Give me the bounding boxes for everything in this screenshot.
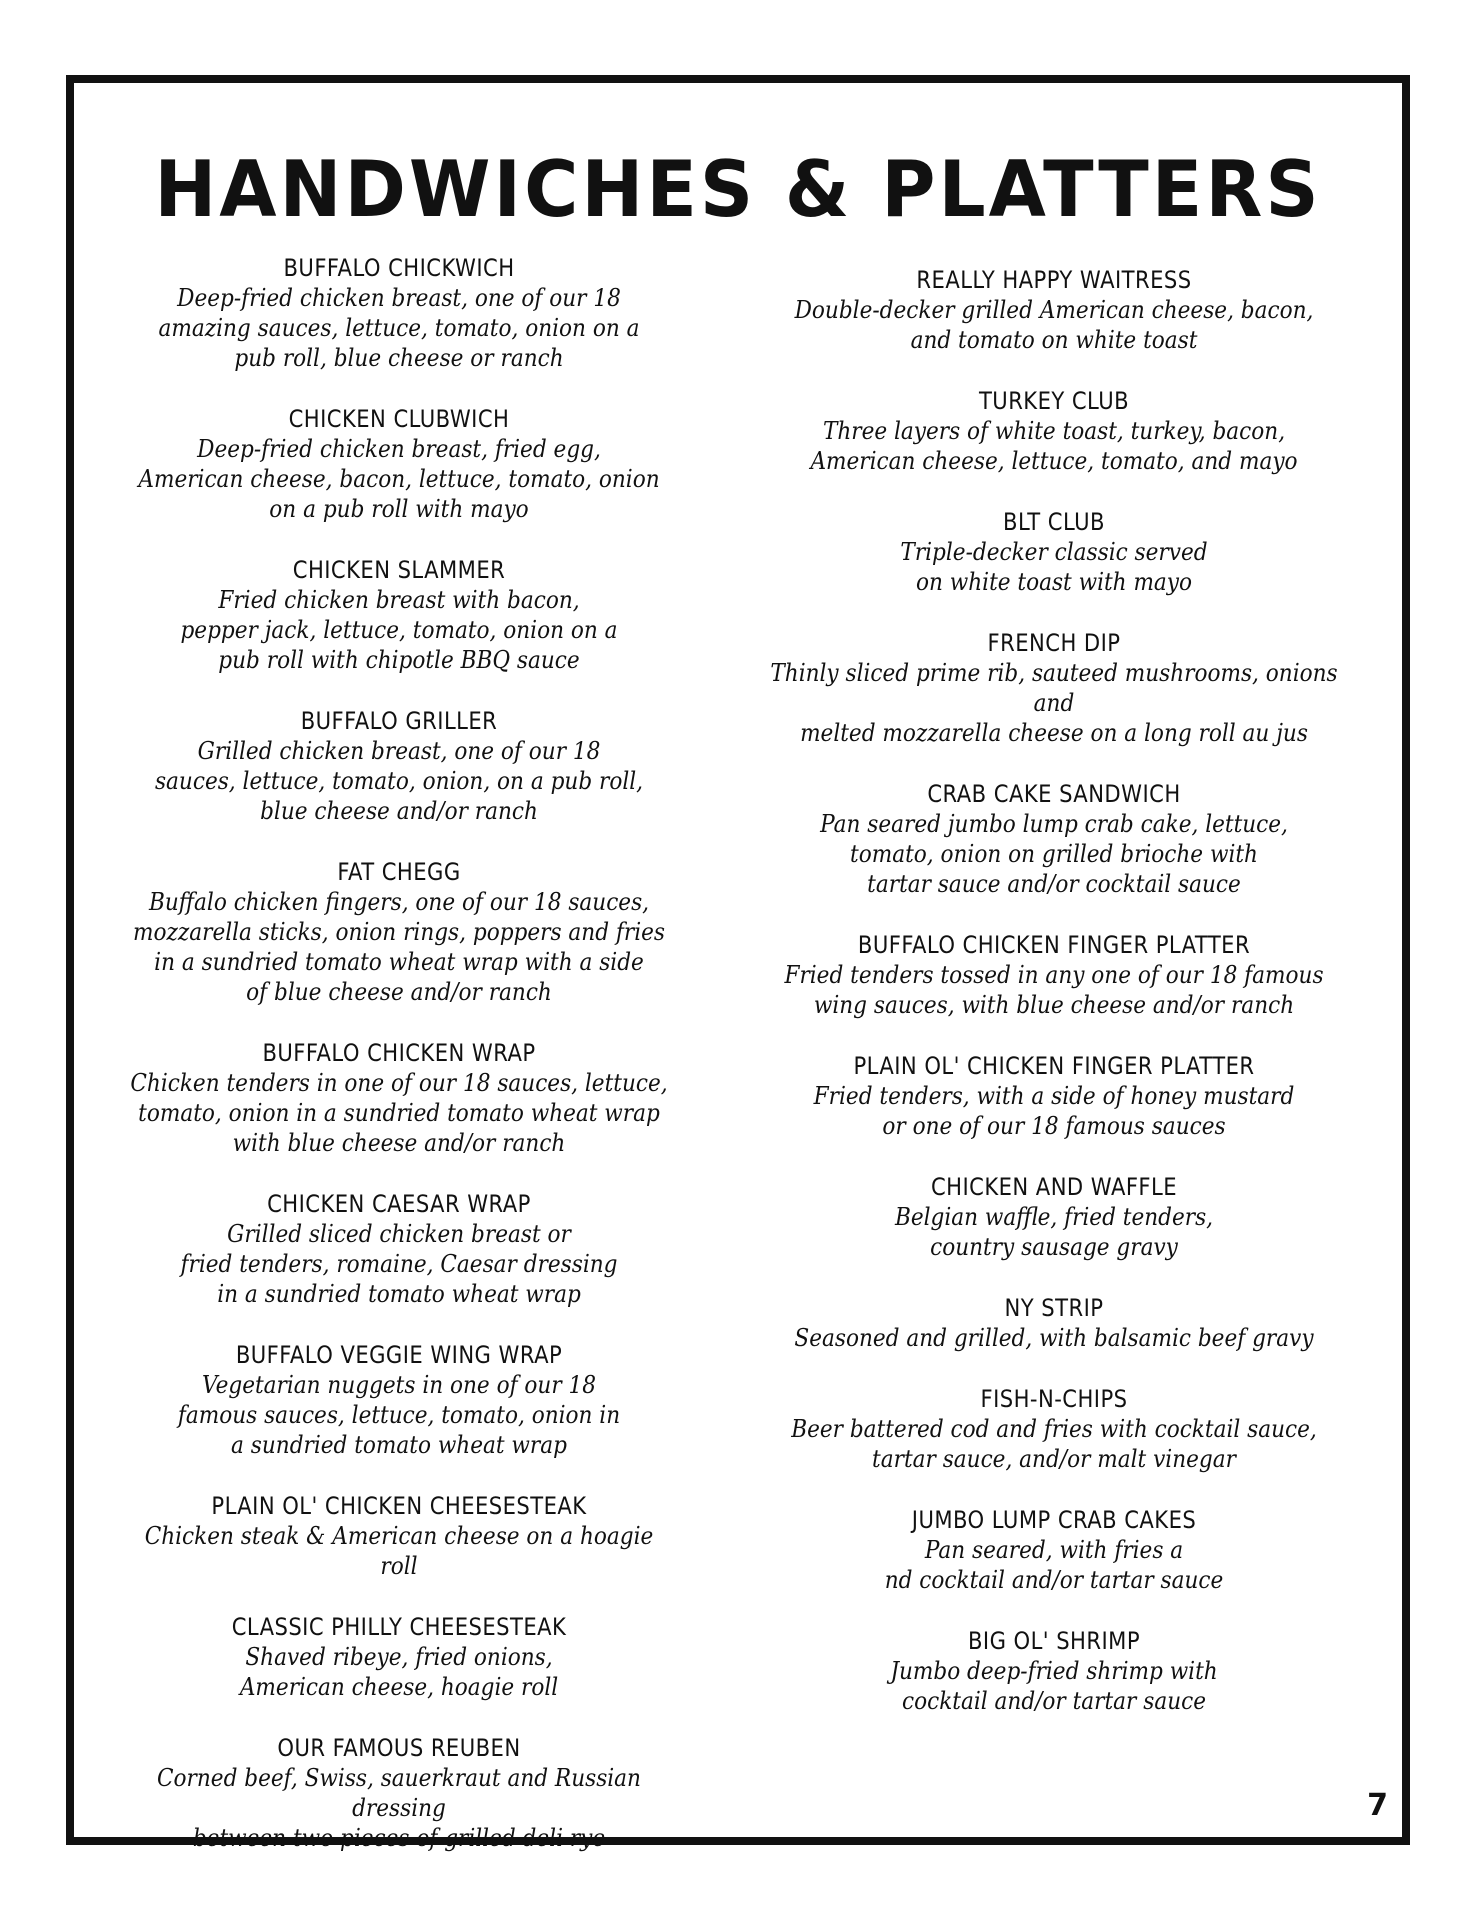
menu-item-description: Buffalo chicken fingers, one of our 18 sauces, mozzarella sticks, onion rings, poppers and fries in a sundried tomato wheat wrap with a side of blue cheese and/or ranch: [133, 888, 665, 1006]
menu-item-name: CLASSIC PHILLY CHEESESTEAK: [231, 1613, 567, 1641]
menu-item-description: Belgian waffle, fried tenders, country sausage gravy: [894, 1203, 1214, 1261]
menu-item-description: Deep-fried chicken breast, one of our 18 amazing sauces, lettuce, tomato, onion on a pub roll, blue cheese or ranch: [158, 284, 640, 372]
menu-item-description: Vegetarian nuggets in one of our 18 famous sauces, lettuce, tomato, onion in a sundried tomato wheat wrap: [177, 1371, 621, 1459]
menu-item-description: Thinly sliced prime rib, sauteed mushrooms, onions and melted mozzarella cheese on a long roll au jus: [770, 659, 1338, 747]
menu-item-description: Double-decker grilled American cheese, bacon, and tomato on white toast: [794, 296, 1314, 354]
menu-item: [734, 386, 1374, 476]
menu-page-frame: [66, 75, 1410, 1852]
menu-item: [94, 404, 704, 524]
menu-item-description: Fried chicken breast with bacon, pepper jack, lettuce, tomato, onion on a pub roll with chipotle BBQ sauce: [180, 586, 618, 674]
menu-item-description: Beer battered cod and fries with cocktail sauce, tartar sauce, and/or malt vinegar: [791, 1415, 1317, 1473]
menu-item: [94, 857, 704, 1007]
menu-item-description: Seasoned and grilled, with balsamic beef gravy: [794, 1324, 1314, 1352]
menu-item: [734, 1051, 1374, 1141]
menu-item-name: NY STRIP: [1004, 1294, 1104, 1322]
menu-item-name: OUR FAMOUS REUBEN: [277, 1734, 521, 1762]
menu-item: [94, 1733, 704, 1853]
menu-item-description: Chicken tenders in one of our 18 sauces, lettuce, tomato, onion in a sundried tomato wheat wrap with blue cheese and/or ranch: [130, 1069, 668, 1157]
menu-item-description: Chicken steak & American cheese on a hoagie roll: [144, 1522, 654, 1580]
menu-item: [734, 779, 1374, 899]
menu-item-name: CHICKEN SLAMMER: [292, 556, 506, 584]
menu-item: [94, 1189, 704, 1309]
menu-item-name: CHICKEN AND WAFFLE: [930, 1173, 1178, 1201]
menu-item: [94, 253, 704, 373]
page-number: 7: [1367, 1788, 1388, 1823]
menu-item: [734, 1172, 1374, 1262]
menu-item-name: REALLY HAPPY WAITRESS: [916, 266, 1192, 294]
menu-item-description: Grilled chicken breast, one of our 18 sauces, lettuce, tomato, onion, on a pub roll, blue cheese and/or ranch: [154, 737, 644, 825]
menu-item-name: BUFFALO VEGGIE WING WRAP: [235, 1341, 563, 1369]
menu-item-name: BLT CLUB: [1003, 508, 1105, 536]
menu-item-name: FRENCH DIP: [987, 629, 1121, 657]
menu-item-name: BUFFALO CHICKEN WRAP: [262, 1039, 536, 1067]
menu-item-description: Corned beef, Swiss, sauerkraut and Russian dressing between two pieces of grilled deli rye: [157, 1764, 641, 1852]
menu-item-description: Jumbo deep-fried shrimp with cocktail and/or tartar sauce: [890, 1657, 1218, 1715]
menu-item-name: BUFFALO CHICKEN FINGER PLATTER: [857, 931, 1251, 959]
menu-item-name: JUMBO LUMP CRAB CAKES: [911, 1506, 1197, 1534]
menu-item: [734, 930, 1374, 1020]
menu-item-description: Deep-fried chicken breast, fried egg, American cheese, bacon, lettuce, tomato, onion on a pub roll with mayo: [138, 435, 660, 523]
menu-item-description: Triple-decker classic served on white toast with mayo: [900, 538, 1208, 596]
menu-item-name: FISH-N-CHIPS: [980, 1385, 1128, 1413]
menu-item-description: Three layers of white toast, turkey, bacon, American cheese, lettuce, tomato, and mayo: [810, 417, 1298, 475]
menu-item: [734, 628, 1374, 748]
menu-item-description: Shaved ribeye, fried onions, American cheese, hoagie roll: [239, 1643, 559, 1701]
menu-item: [734, 507, 1374, 597]
menu-item-name: BUFFALO CHICKWICH: [283, 254, 515, 282]
menu-item-name: BUFFALO GRILLER: [300, 707, 498, 735]
menu-item-name: PLAIN OL' CHICKEN FINGER PLATTER: [853, 1052, 1255, 1080]
menu-item: [94, 1340, 704, 1460]
menu-item-description: Pan seared, with fries a nd cocktail and/or tartar sauce: [884, 1536, 1224, 1594]
menu-item-name: CRAB CAKE SANDWICH: [927, 780, 1181, 808]
menu-item: [94, 1038, 704, 1158]
menu-item-name: TURKEY CLUB: [978, 387, 1130, 415]
menu-item-name: PLAIN OL' CHICKEN CHEESESTEAK: [211, 1492, 587, 1520]
menu-item: [94, 706, 704, 826]
menu-item: [734, 1505, 1374, 1595]
right-menu-column: [734, 265, 1374, 1747]
menu-item: [94, 1612, 704, 1702]
menu-item-description: Fried tenders tossed in any one of our 18 famous wing sauces, with blue cheese and/or ranch: [784, 961, 1324, 1019]
menu-item: [734, 1626, 1374, 1716]
menu-item-name: CHICKEN CLUBWICH: [288, 405, 510, 433]
menu-item: [94, 1491, 704, 1581]
menu-item: [734, 1384, 1374, 1474]
menu-item-name: FAT CHEGG: [337, 858, 461, 886]
left-menu-column: [94, 253, 704, 1884]
menu-item-name: BIG OL' SHRIMP: [967, 1627, 1141, 1655]
menu-item-name: CHICKEN CAESAR WRAP: [267, 1190, 531, 1218]
page-title: HANDWICHES & PLATTERS: [154, 144, 1322, 236]
menu-item-description: Grilled sliced chicken breast or fried tenders, romaine, Caesar dressing in a sundried tomato wheat wrap: [180, 1220, 618, 1308]
menu-item: [734, 265, 1374, 355]
menu-item-description: Fried tenders, with a side of honey mustard or one of our 18 famous sauces: [813, 1082, 1295, 1140]
menu-item-description: Pan seared jumbo lump crab cake, lettuce, tomato, onion on grilled brioche with tartar sauce and/or cocktail sauce: [820, 810, 1288, 898]
menu-item: [94, 555, 704, 675]
menu-item: [734, 1293, 1374, 1353]
